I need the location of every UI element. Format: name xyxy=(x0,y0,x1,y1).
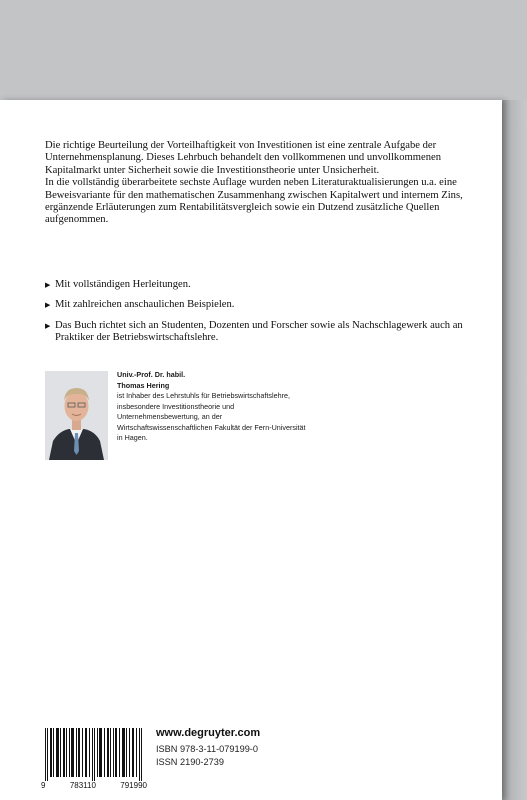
spine-shadow xyxy=(500,100,527,800)
list-item-text: Mit vollständigen Herleitungen. xyxy=(55,279,191,290)
description-paragraph-1: Die richtige Beurteilung der Vorteilhaftigkeit von Investitionen ist eine zentrale Aufgabe der Unternehmensplanung. Dieses Lehrbuch behandelt den vollkommenen und unvollkommenen Kapitalmarkt unter Sicherheit sowie die Investitionstheorie unter Unsicherheit. xyxy=(45,140,441,176)
barcode-icon xyxy=(45,728,145,781)
barcode xyxy=(45,728,145,781)
list-item-text: Das Buch richtet sich an Studenten, Dozenten und Forscher sowie als Nachschlagewerk auch an Praktiker der Betriebswirtschaftslehre. xyxy=(55,319,463,344)
list-item xyxy=(45,320,465,345)
publisher-url: www.degruyter.com xyxy=(156,727,261,739)
triangle-bullet-icon: ▶ xyxy=(45,281,51,289)
publication-codes xyxy=(156,743,258,769)
list-item xyxy=(45,299,465,311)
author-description: ist Inhaber des Lehrstuhls für Betriebswirtschaftslehre, insbesondere Investitionstheorie und Unternehmensbewertung, an der Wirtschaftswissenschaftlichen Fakultät der Fern-Universität in Hagen. xyxy=(117,391,306,442)
triangle-bullet-icon: ▶ xyxy=(45,321,51,330)
author-portrait-icon xyxy=(45,371,108,460)
barcode-digits xyxy=(41,781,147,790)
author-name: Thomas Hering xyxy=(117,380,170,390)
author-photo xyxy=(45,371,108,460)
isbn: ISBN 978-3-11-079199-0 xyxy=(156,744,258,754)
author-bio xyxy=(117,370,307,444)
list-item xyxy=(45,279,465,291)
list-item-text: Mit zahlreichen anschaulichen Beispielen. xyxy=(55,299,235,311)
description-paragraph-2: In die vollständig überarbeitete sechste Auflage wurden neben Literaturaktualisierungen u.a. eine Beweisvariante für den mathematischen Zusammenhang zwischen Kapitalwert und internem Zins, ergänzende Erläuterungen zum Rentabilitätsvergleich sowie ein Dutzend zusätzliche Quellen aufgenommen. xyxy=(45,177,463,226)
barcode-digit-group: 791990 xyxy=(120,781,147,790)
author-title: Univ.-Prof. Dr. habil. xyxy=(117,370,186,379)
triangle-bullet-icon: ▶ xyxy=(45,301,51,310)
feature-list xyxy=(45,279,465,353)
issn: ISSN 2190-2739 xyxy=(156,757,224,767)
book-description xyxy=(45,140,465,227)
barcode-digit-group: 9 xyxy=(41,781,46,790)
barcode-digit-group: 783110 xyxy=(69,781,96,790)
